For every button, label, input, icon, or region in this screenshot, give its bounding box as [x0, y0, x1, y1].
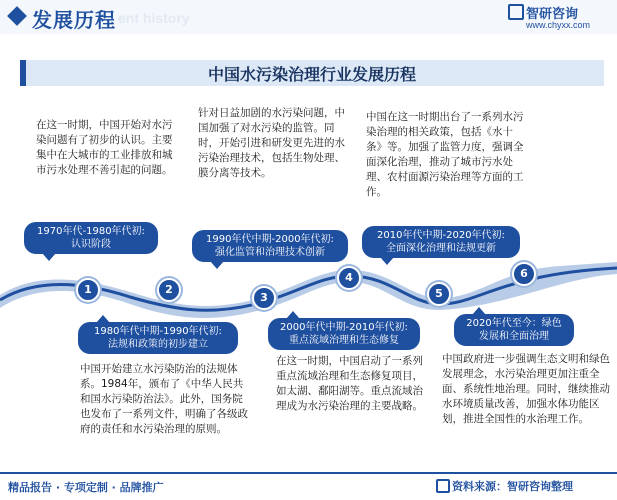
stage-2-label-line1: 1980年代中期-1990年代初: [94, 326, 222, 337]
stage-5-description: 中国在这一时期出台了一系列水污染治理的相关政策，包括《水十条》等。加强了监管力度，强调全面深化治理，推动了城市污水处理、农村面源污染治理等方面的工作。 [366, 111, 524, 198]
stage-5-label-line1: 2010年代中期-2020年代初: [377, 230, 505, 241]
pointer-down-icon [380, 257, 394, 265]
pointer-up-icon [286, 311, 300, 319]
brand-logo-icon [508, 4, 524, 20]
page-title: 发展历程 [32, 8, 116, 32]
stage-1-label-line1: 1970年代-1980年代初: [37, 226, 145, 237]
stage-6-label-line1: 2020年代至今：绿色 [466, 318, 562, 329]
footer-divider [0, 472, 617, 474]
stage-1-description: 在这一时期，中国开始对水污染问题有了初步的认识。主要集中在大城市的工业排放和城市污水处理不善引起的问题。 [36, 119, 173, 176]
pointer-down-icon [210, 261, 224, 269]
stage-2-label-line2: 法规和政策的初步建立 [108, 339, 208, 350]
timeline-node-6: 6 [512, 262, 536, 286]
pointer-up-icon [96, 315, 110, 323]
timeline-node-3: 3 [252, 286, 276, 310]
stage-1-label-line2: 认识阶段 [71, 239, 111, 250]
stage-3-label [192, 230, 348, 262]
timeline-node-2: 2 [157, 278, 181, 302]
stage-4-label-line1: 2000年代中期-2010年代初: [280, 322, 408, 333]
brand-logo-icon [436, 479, 450, 493]
stage-5-label-line2: 全面深化治理和法规更新 [386, 243, 496, 254]
brand-url: www.chyxx.com [526, 20, 591, 30]
stage-2-description: 中国开始建立水污染防治的法规体系。1984年，颁布了《中华人民共和国水污染防治法》。此外，国务院也发布了一系列文件，明确了各级政府的责任和水污染治理的原则。 [80, 363, 248, 435]
stage-4-label-line2: 重点流域治理和生态修复 [289, 335, 399, 346]
footer-slogan: 精品报告 · 专项定制 · 品牌推广 [8, 481, 164, 494]
timeline-node-4: 4 [337, 266, 361, 290]
stage-1-label [24, 222, 158, 254]
stage-6-description: 中国政府进一步强调生态文明和绿色发展理念，水污染治理更加注重全面、系统性地治理。同时，继续推动水环境质量改善，加强水体功能区划，推进全国性的水治理工作。 [442, 353, 610, 425]
stage-6-label [454, 314, 574, 346]
chart-title: 中国水污染治理行业发展历程 [207, 65, 416, 84]
stage-4-label [268, 318, 420, 350]
stage-6-label-line2: 发展和全面治理 [479, 331, 549, 342]
stage-3-description: 针对日益加剧的水污染问题，中国加强了对水污染的监管。同时，开始引进和研发更先进的水污染治理技术，包括生物处理、膜分离等技术。 [198, 107, 345, 179]
stage-2-label [78, 322, 238, 354]
timeline-node-1: 1 [76, 278, 100, 302]
stage-4-description: 在这一时期，中国启动了一系列重点流域治理和生态修复项目，如太湖、鄱阳湖等。重点流域治理成为水污染治理的主要战略。 [276, 355, 423, 412]
stage-5-label [362, 226, 520, 258]
timeline-node-5: 5 [427, 282, 451, 306]
stage-3-label-line1: 1990年代中期-2000年代初: [206, 234, 334, 245]
footer-source: 资料来源：智研咨询整理 [452, 480, 573, 493]
brand-name: 智研咨询 [526, 7, 579, 22]
watermark-text: ent history [118, 10, 190, 26]
pointer-up-icon [472, 307, 486, 315]
stage-3-label-line2: 强化监管和治理技术创新 [215, 247, 325, 258]
pointer-down-icon [42, 253, 56, 261]
